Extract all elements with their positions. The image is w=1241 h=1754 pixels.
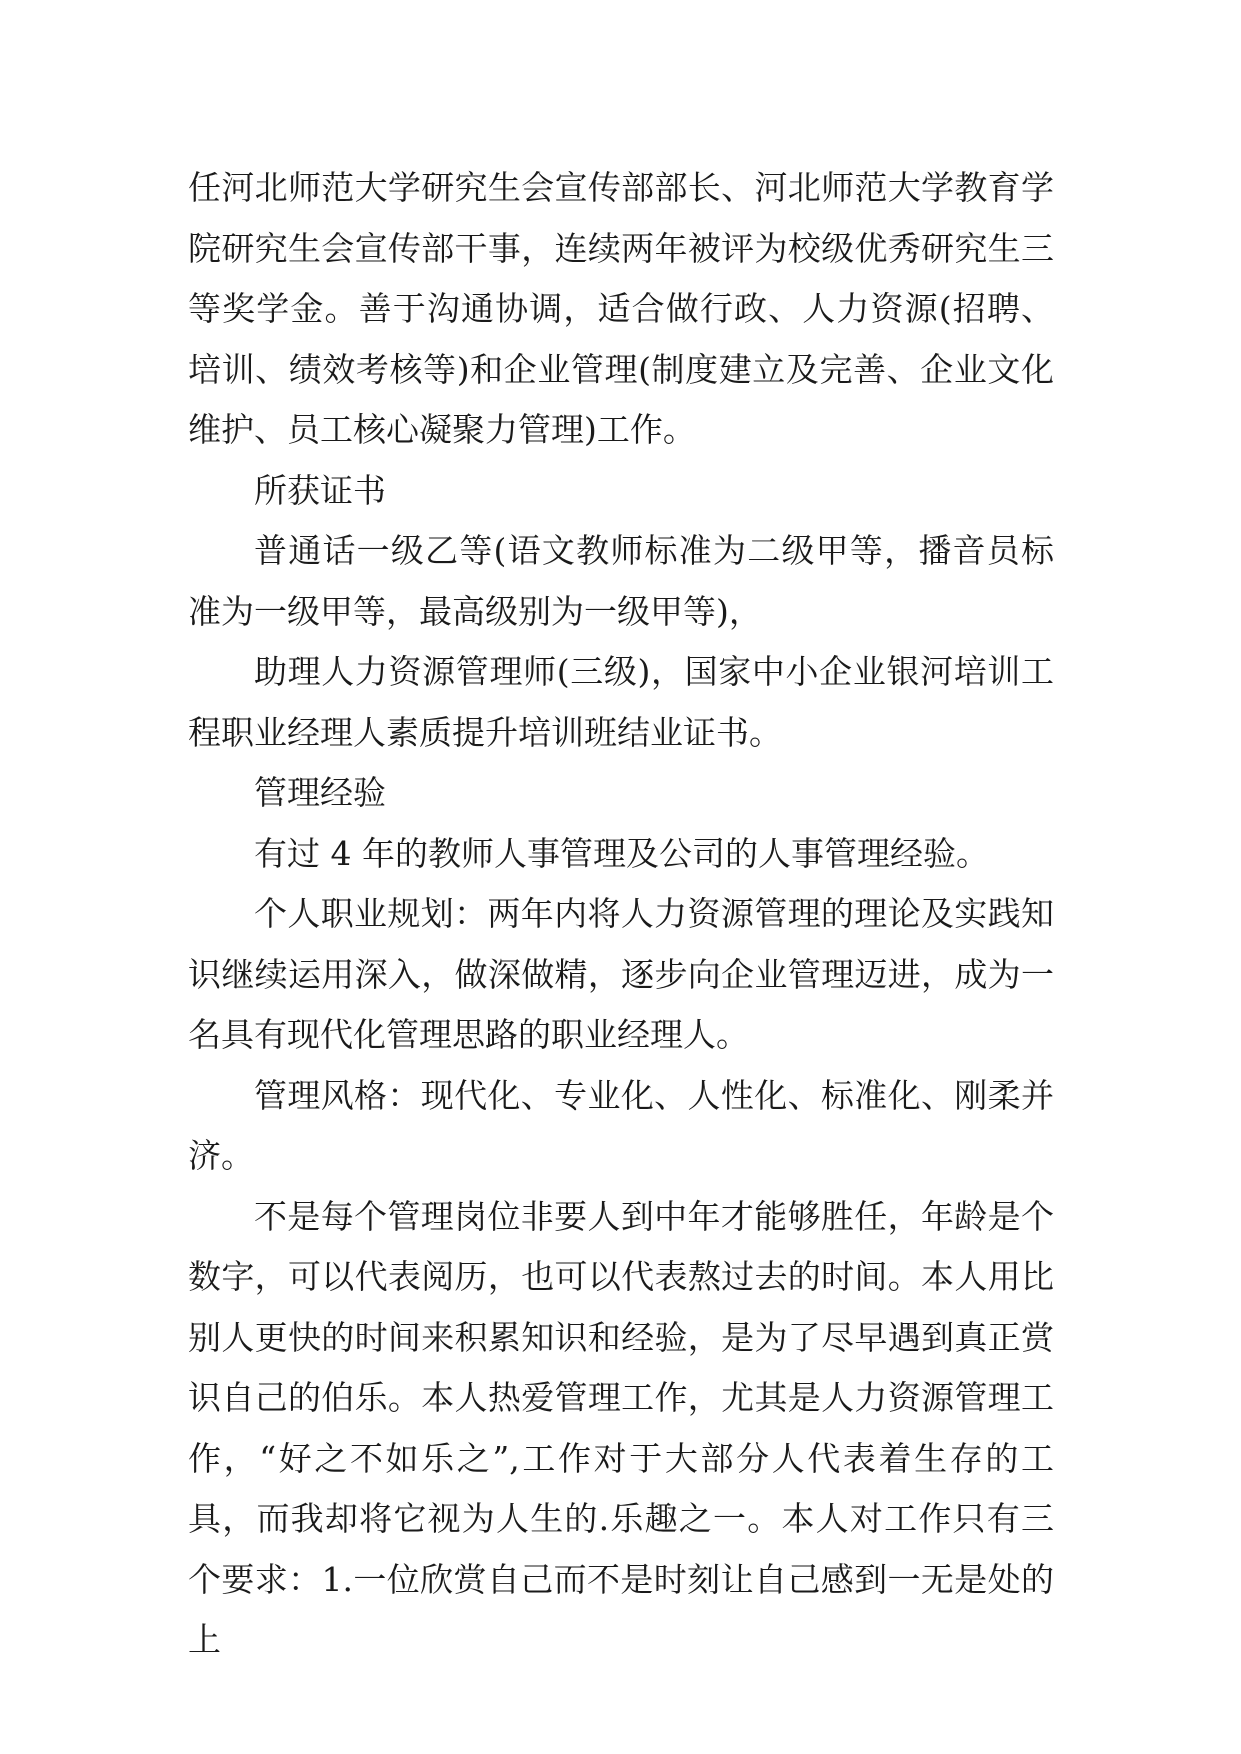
section-heading-certificates: 所获证书 — [254, 470, 386, 510]
paragraph-education-continuation: 任河北师范大学研究生会宣传部部长、河北师范大学教育学院研究生会宣传部干事，连续两年被评为校级优秀研究生三等奖学金。善于沟通协调，适合做行政、人力资源(招聘、培训、绩效考核等)和企业管理(制度建立及完善、企业文化维护、员工核心凝聚力管理)工作。 — [188, 168, 1054, 449]
paragraph-mandarin-certificate: 普通话一级乙等(语文教师标准为二级甲等，播音员标准为一级甲等，最高级别为一级甲等)， — [188, 531, 1054, 631]
paragraph-self-statement: 不是每个管理岗位非要人到中年才能够胜任，年龄是个数字，可以代表阅历，也可以代表熬过去的时间。本人用比别人更快的时间来积累知识和经验，是为了尽早遇到真正赏识自己的伯乐。本人热爱管理工作，尤其是人力资源管理工作，“好之不如乐之”,工作对于大部分人代表着生存的工具，而我却将它视为人生的.乐趣之一。本人对工作只有三个要求：1.一位欣赏自己而不是时刻让自己感到一无是处的上 — [188, 1196, 1054, 1659]
paragraph-management-style: 管理风格：现代化、专业化、人性化、标准化、刚柔并济。 — [188, 1075, 1054, 1175]
document-body — [188, 158, 1054, 1671]
paragraph-hr-certificate: 助理人力资源管理师(三级)，国家中小企业银河培训工程职业经理人素质提升培训班结业证书。 — [188, 652, 1054, 752]
paragraph-career-plan: 个人职业规划：两年内将人力资源管理的理论及实践知识继续运用深入，做深做精，逐步向企业管理迈进，成为一名具有现代化管理思路的职业经理人。 — [188, 894, 1054, 1054]
section-heading-management-experience: 管理经验 — [254, 773, 386, 812]
paragraph-experience-years: 有过 4 年的教师人事管理及公司的人事管理经验。 — [254, 833, 989, 873]
